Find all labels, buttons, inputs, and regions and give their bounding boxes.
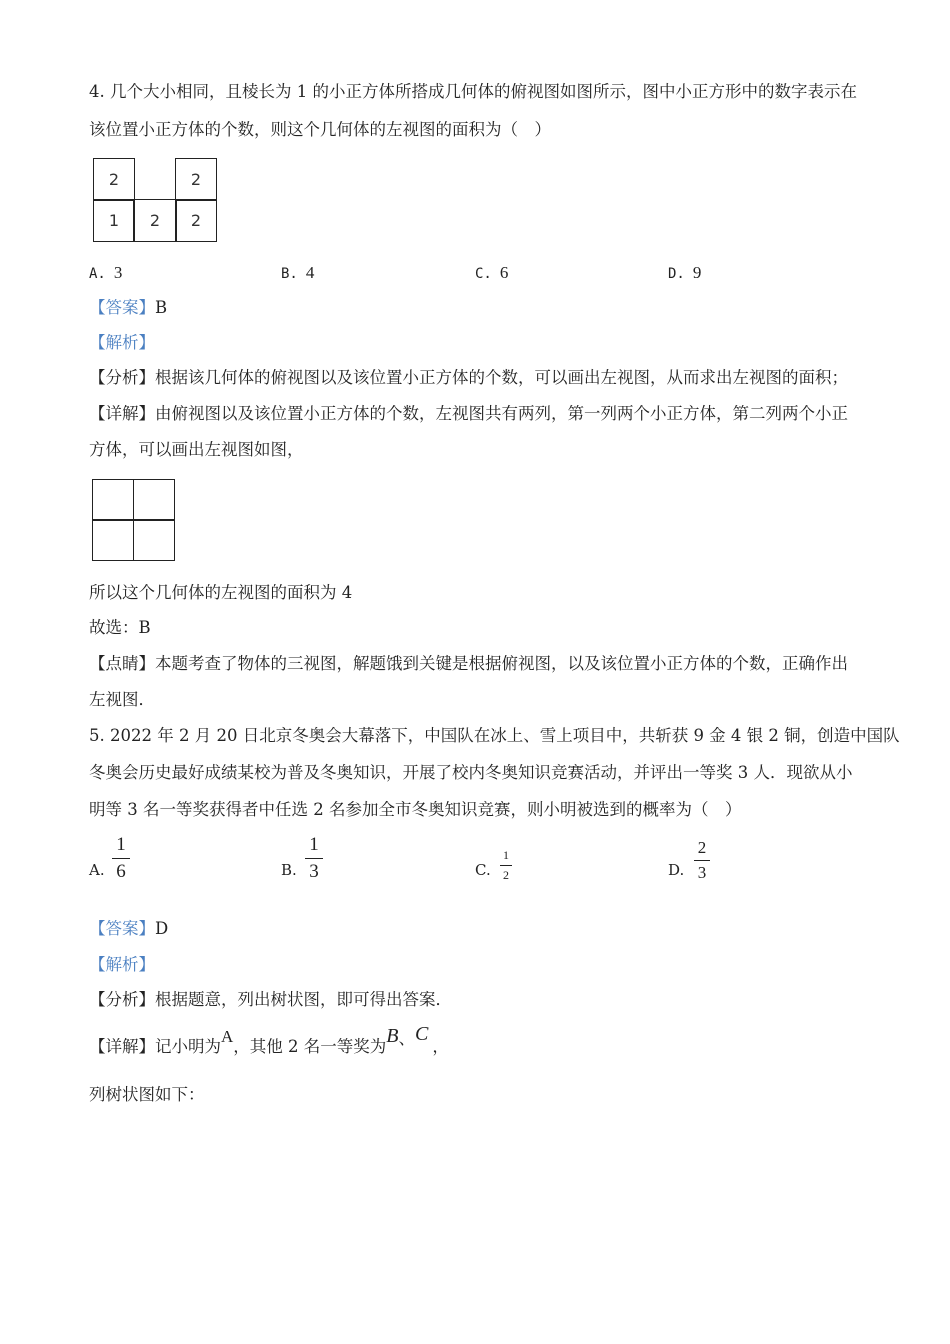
q4-conclusion: 所以这个几何体的左视图的面积为 4 <box>89 583 353 602</box>
left-view-cell <box>92 519 134 561</box>
q5-option-c-label: C. <box>475 861 491 879</box>
q4-analysis-tag: 【解析】 <box>89 333 155 352</box>
grid-cell-r1c1: 2 <box>93 158 135 201</box>
q4-option-a: A. 3 <box>89 263 123 282</box>
q5-answer: 【答案】D <box>89 919 169 938</box>
q5-option-d-fraction: 2 3 <box>694 838 710 883</box>
grid-cell-r1c3: 2 <box>175 158 217 201</box>
top-view-grid <box>93 158 217 242</box>
q4-dianjing-line2: 左视图． <box>89 690 155 709</box>
q5-option-b-label: B. <box>281 861 297 879</box>
q5-analysis-tag: 【解析】 <box>89 955 155 974</box>
q5-option-a-label: A. <box>89 861 105 879</box>
grid-cell-r2c3: 2 <box>175 199 217 242</box>
left-view-cell <box>133 479 175 521</box>
q5-option-c-fraction: 1 2 <box>500 848 512 883</box>
q5-xiangjie: 【详解】记小明为A，其他 2 名一等奖为B、C， <box>89 1023 449 1056</box>
q4-dianjing-line1: 【点睛】本题考查了物体的三视图，解题饿到关键是根据俯视图，以及该位置小正方体的个数，正确作出 <box>89 654 848 673</box>
q4-xiangjie-line2: 方体，可以画出左视图如图， <box>89 440 304 459</box>
var-c: C <box>415 1023 429 1045</box>
q4-option-c: C. 6 <box>475 263 509 282</box>
var-a: A <box>221 1027 234 1046</box>
q4-option-b: B. 4 <box>281 263 315 282</box>
q4-answer: 【答案】B <box>89 298 168 317</box>
q4-option-d: D. 9 <box>668 263 702 282</box>
q5-option-a-fraction: 1 6 <box>112 834 130 883</box>
q5-option-d-label: D. <box>668 861 685 879</box>
q5-tree-intro: 列树状图如下： <box>89 1085 205 1104</box>
q4-choose: 故选：B <box>89 618 151 637</box>
q4-xiangjie-line1: 【详解】由俯视图以及该位置小正方体的个数，左视图共有两列，第一列两个小正方体，第二列两个小正 <box>89 404 848 423</box>
q5-fenxi: 【分析】根据题意，列出树状图，即可得出答案． <box>89 990 452 1009</box>
q4-stem-line2: 该位置小正方体的个数，则这个几何体的左视图的面积为（ ） <box>89 120 551 139</box>
q5-stem-line1: 5. 2022 年 2 月 20 日北京冬奥会大幕落下，中国队在冰上、雪上项目中，共斩获 9 金 4 银 2 铜，创造中国队 <box>89 726 900 745</box>
left-view-grid <box>92 479 175 561</box>
q5-stem-line2: 冬奥会历史最好成绩某校为普及冬奥知识，开展了校内冬奥知识竞赛活动，并评出一等奖 3 人．现欲从小 <box>89 763 853 782</box>
grid-cell-r2c1: 1 <box>93 199 135 242</box>
q4-stem-line1: 4. 几个大小相同，且棱长为 1 的小正方体所搭成几何体的俯视图如图所示，图中小正方形中的数字表示在 <box>89 82 857 101</box>
q4-fenxi: 【分析】根据该几何体的俯视图以及该位置小正方体的个数，可以画出左视图，从而求出左视图的面积； <box>89 368 848 387</box>
left-view-cell <box>133 519 175 561</box>
q5-stem-line3: 明等 3 名一等奖获得者中任选 2 名参加全市冬奥知识竞赛，则小明被选到的概率为（ ） <box>89 800 742 819</box>
grid-cell-r2c2: 2 <box>133 199 177 242</box>
q5-option-b-fraction: 1 3 <box>305 834 323 883</box>
var-b: B <box>386 1025 399 1047</box>
left-view-cell <box>92 479 134 521</box>
